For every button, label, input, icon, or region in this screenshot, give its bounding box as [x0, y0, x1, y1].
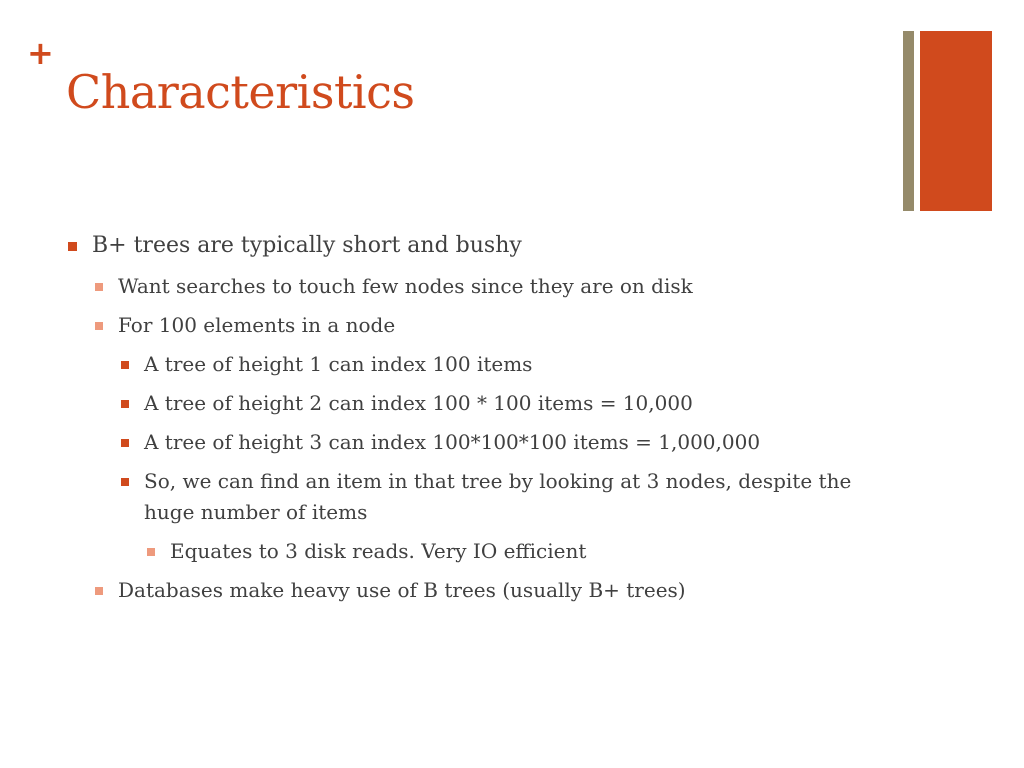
bullet-item: [0, 310, 880, 341]
bullet-text: A tree of height 1 can index 100 items: [144, 352, 533, 376]
decorative-bar-thin: [903, 31, 914, 211]
square-bullet-icon: [95, 587, 103, 595]
bullet-text: B+ trees are typically short and bushy: [92, 233, 522, 258]
square-bullet-icon: [121, 361, 129, 369]
square-bullet-icon: [121, 478, 129, 486]
slide-title: Characteristics: [66, 65, 415, 119]
bullet-item: [0, 349, 880, 380]
bullet-item: [0, 271, 880, 302]
bullet-item: [0, 466, 880, 528]
bullet-text: Equates to 3 disk reads. Very IO efficient: [170, 539, 587, 563]
bullet-text: A tree of height 3 can index 100*100*100 items = 1,000,000: [144, 430, 761, 454]
square-bullet-icon: [121, 439, 129, 447]
decorative-bar-wide: [920, 31, 992, 211]
bullet-text: Want searches to touch few nodes since they are on disk: [118, 274, 693, 298]
bullet-text: So, we can find an item in that tree by looking at 3 nodes, despite the huge number of items: [144, 469, 852, 524]
bullet-text: Databases make heavy use of B trees (usually B+ trees): [118, 578, 686, 602]
bullet-item: [0, 229, 880, 263]
bullet-text: For 100 elements in a node: [118, 313, 396, 337]
square-bullet-icon: [68, 242, 77, 251]
square-bullet-icon: [147, 548, 155, 556]
plus-mark: +: [27, 34, 54, 72]
bullet-item: [0, 575, 880, 606]
bullet-text: A tree of height 2 can index 100 * 100 items = 10,000: [144, 391, 693, 415]
square-bullet-icon: [95, 322, 103, 330]
bullet-list: [0, 229, 880, 614]
bullet-item: [0, 427, 880, 458]
square-bullet-icon: [95, 283, 103, 291]
bullet-item: [0, 536, 880, 567]
bullet-item: [0, 388, 880, 419]
square-bullet-icon: [121, 400, 129, 408]
